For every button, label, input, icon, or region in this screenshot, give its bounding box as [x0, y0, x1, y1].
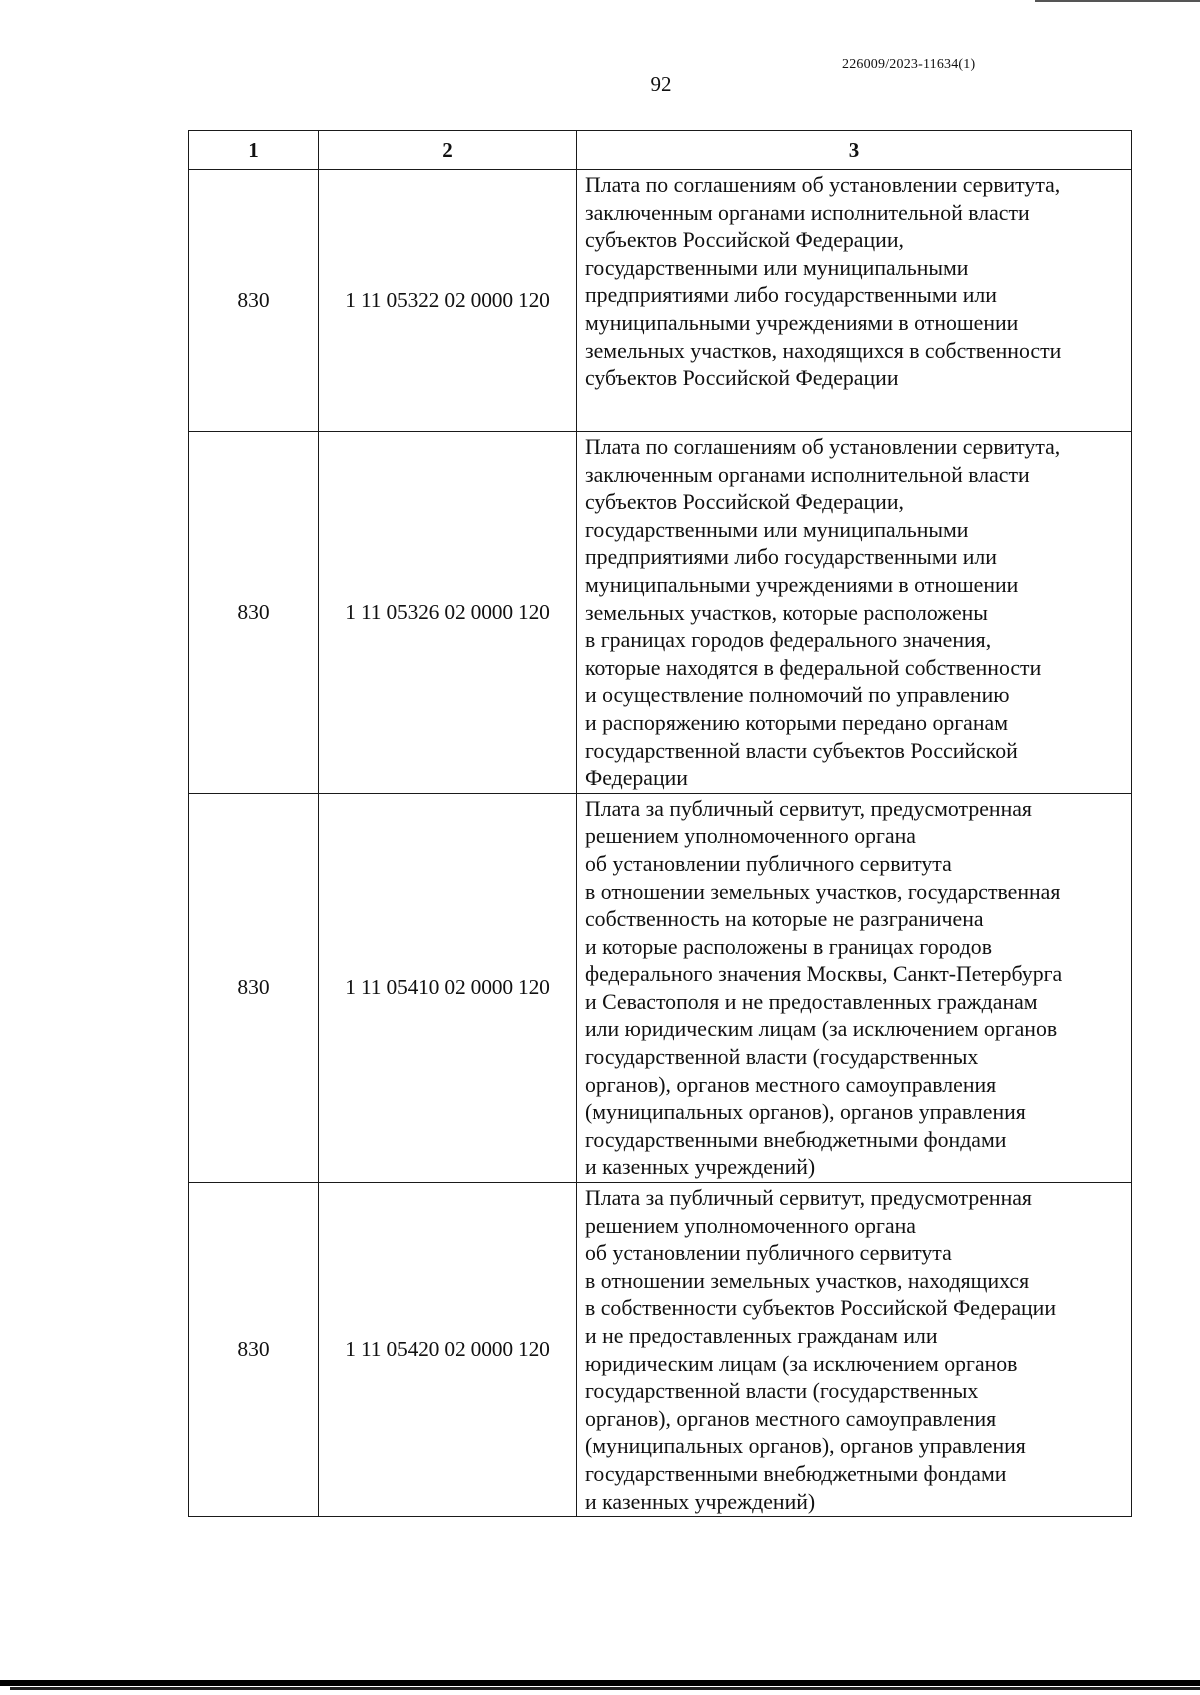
description-line: заключенным органами исполнительной власти — [585, 200, 1030, 225]
document-registration-number: 226009/2023-11634(1) — [842, 57, 976, 72]
description-line: государственными или муниципальными — [585, 517, 969, 542]
table-header-row — [189, 131, 1132, 170]
column-header-3: 3 — [577, 131, 1132, 170]
description-line: и распоряжению которыми передано органам — [585, 710, 1008, 735]
description-line: которые находятся в федеральной собственности — [585, 655, 1042, 680]
description-line: или юридическим лицам (за исключением органов — [585, 1017, 1058, 1042]
table-row — [189, 432, 1132, 794]
description-line: земельных участков, находящихся в собственности — [585, 338, 1062, 363]
page-number: 92 — [650, 72, 672, 96]
income-description-cell — [577, 432, 1132, 794]
scan-bottom-edge — [0, 1680, 1200, 1686]
description-line: государственными внебюджетными фондами — [585, 1461, 1007, 1486]
description-line: в собственности субъектов Российской Федерации — [585, 1296, 1057, 1321]
description-line: государственной власти субъектов Российской — [585, 738, 1018, 763]
description-line: органов), органов местного самоуправления — [585, 1072, 997, 1097]
description-line: собственность на которые не разграничена — [585, 907, 984, 932]
description-line: Плата за публичный сервитут, предусмотренная — [585, 1186, 1032, 1211]
description-line: государственными или муниципальными — [585, 255, 969, 280]
description-line: муниципальными учреждениями в отношении — [585, 572, 1019, 597]
description-line: муниципальными учреждениями в отношении — [585, 310, 1019, 335]
description-line: Плата за публичный сервитут, предусмотренная — [585, 796, 1032, 821]
description-line: (муниципальных органов), органов управления — [585, 1434, 1026, 1459]
budget-classification-code-cell: 1 11 05420 02 0000 120 — [319, 1183, 577, 1517]
budget-classification-code-cell: 1 11 05326 02 0000 120 — [319, 432, 577, 794]
description-line: и которые расположены в границах городов — [585, 934, 992, 959]
table-header — [189, 131, 1132, 170]
budget-codes-table — [188, 130, 1132, 1517]
income-description-cell — [577, 1183, 1132, 1517]
description-line: в отношении земельных участков, государственная — [585, 879, 1061, 904]
description-line: юридическим лицам (за исключением органов — [585, 1351, 1018, 1376]
column-header-2: 2 — [319, 131, 577, 170]
administrator-code-cell: 830 — [189, 1183, 319, 1517]
description-line: Федерации — [585, 766, 688, 791]
description-line: Плата по соглашениям об установлении сервитута, — [585, 435, 1061, 459]
table-row — [189, 1183, 1132, 1517]
description-line: государственными внебюджетными фондами — [585, 1127, 1007, 1152]
description-line: и осуществление полномочий по управлению — [585, 683, 1010, 708]
budget-classification-code-cell: 1 11 05322 02 0000 120 — [319, 170, 577, 432]
income-description-cell — [577, 170, 1132, 432]
description-line: об установлении публичного сервитута — [585, 1241, 952, 1266]
description-line: земельных участков, которые расположены — [585, 600, 988, 625]
description-line: заключенным органами исполнительной власти — [585, 462, 1030, 487]
description-line: в отношении земельных участков, находящихся — [585, 1268, 1030, 1293]
description-line: и не предоставленных гражданам или — [585, 1324, 938, 1348]
income-description-cell — [577, 793, 1132, 1182]
description-line: и казенных учреждений) — [585, 1155, 816, 1180]
administrator-code-cell: 830 — [189, 432, 319, 794]
description-line: органов), органов местного самоуправления — [585, 1406, 997, 1431]
description-line: предприятиями либо государственными или — [585, 283, 997, 308]
description-line: в границах городов федерального значения, — [585, 628, 992, 653]
description-line: об установлении публичного сервитута — [585, 851, 952, 876]
table-row — [189, 170, 1132, 432]
table-row — [189, 793, 1132, 1182]
description-line: государственной власти (государственных — [585, 1045, 979, 1070]
scan-bottom-edge-shadow — [10, 1687, 1200, 1690]
description-line: решением уполномоченного органа — [585, 1213, 916, 1238]
description-line: решением уполномоченного органа — [585, 824, 916, 849]
description-line: и казенных учреждений) — [585, 1489, 816, 1514]
administrator-code-cell: 830 — [189, 793, 319, 1182]
description-line: субъектов Российской Федерации, — [585, 228, 904, 253]
administrator-code-cell: 830 — [189, 170, 319, 432]
budget-classification-code-cell: 1 11 05410 02 0000 120 — [319, 793, 577, 1182]
description-line: субъектов Российской Федерации, — [585, 490, 904, 515]
description-line: (муниципальных органов), органов управления — [585, 1100, 1026, 1125]
scan-edge-mark — [1035, 0, 1200, 2]
table-body — [189, 170, 1132, 1517]
description-line: и Севастополя и не предоставленных гражданам — [585, 989, 1038, 1014]
description-line: Плата по соглашениям об установлении сервитута, — [585, 173, 1061, 197]
description-line: государственной власти (государственных — [585, 1379, 979, 1404]
description-line: федерального значения Москвы, Санкт-Петербурга — [585, 962, 1063, 987]
description-line: субъектов Российской Федерации — [585, 366, 899, 391]
column-header-1: 1 — [189, 131, 319, 170]
description-line: предприятиями либо государственными или — [585, 545, 997, 570]
